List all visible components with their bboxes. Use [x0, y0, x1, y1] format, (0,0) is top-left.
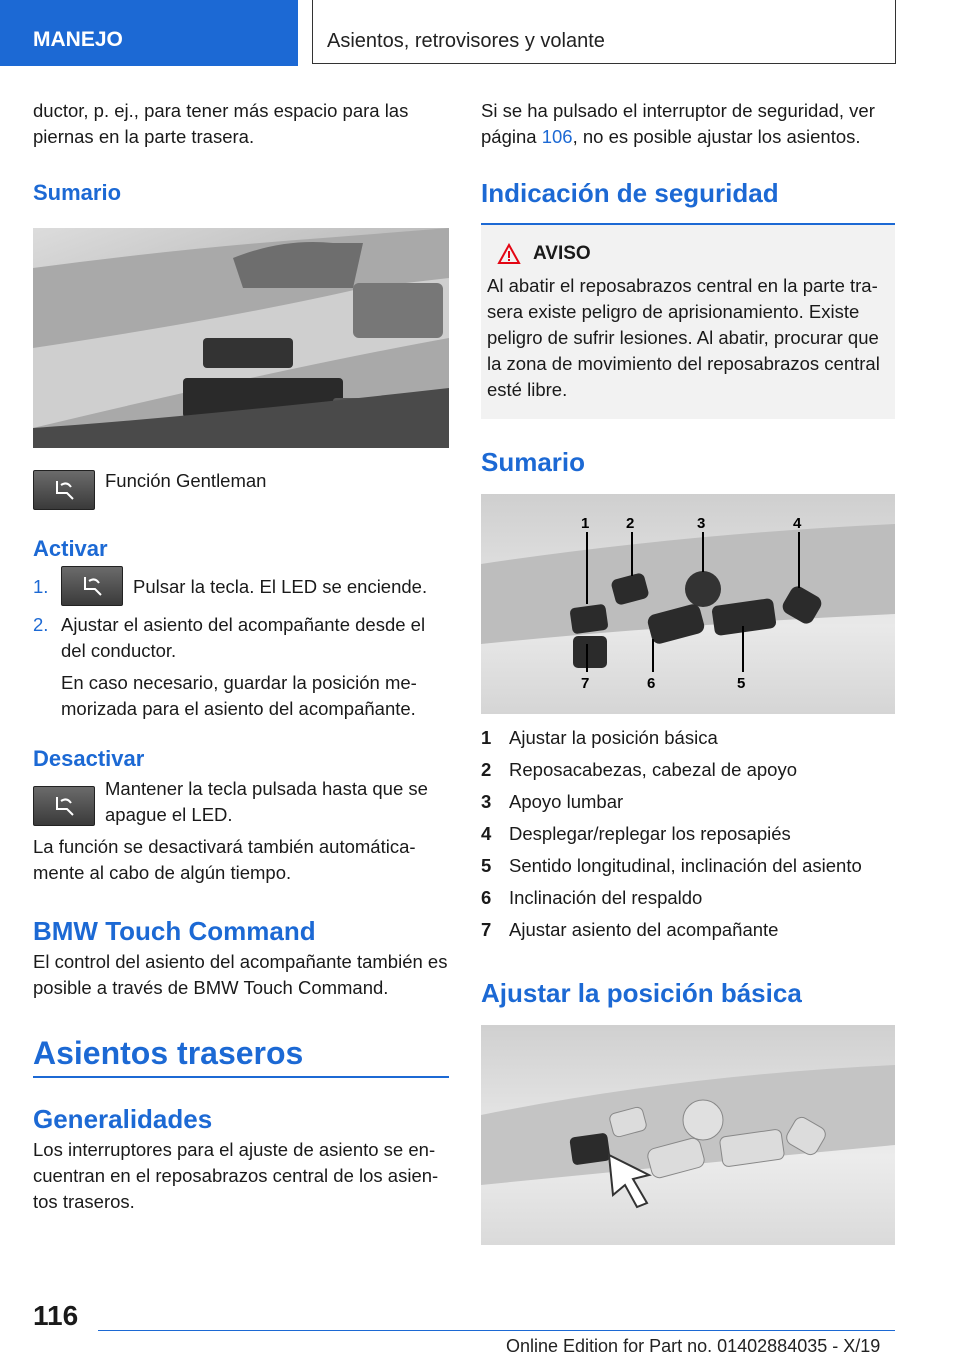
warning-label: AVISO	[533, 243, 591, 264]
seat-controls-photo	[481, 494, 895, 714]
step-2: 2. Ajustar el asiento del acompañante desde el del conductor.	[33, 614, 426, 661]
seat-controls-illustration	[481, 494, 895, 714]
callout-label: 7	[581, 675, 590, 692]
warning-header	[487, 243, 887, 265]
gentleman-row	[33, 468, 449, 510]
page-link[interactable]: 106	[541, 126, 573, 147]
callout-label: 1	[581, 515, 590, 532]
intro-text: ductor, p. ej., para tener más espacio para las piernas en la parte trasera.	[33, 100, 409, 147]
left-column	[33, 98, 449, 1215]
desactivar-note: La función se desactivará también automática‐mente al cabo de algún tiempo.	[33, 836, 416, 883]
page-number: 116	[33, 1300, 79, 1331]
legend-item: 7 Ajustar asiento del acompañante	[481, 919, 779, 940]
desactivar-heading: Desactivar	[33, 746, 145, 771]
page-header	[0, 0, 960, 66]
legend-item: 3 Apoyo lumbar	[481, 791, 624, 812]
legend-item: 2 Reposacabezas, cabezal de apoyo	[481, 759, 797, 780]
callout-label: 2	[626, 515, 635, 532]
legend-item: 4 Desplegar/replegar los reposapiés	[481, 823, 791, 844]
callout-label: 3	[697, 515, 706, 532]
desactivar-row	[33, 776, 449, 828]
rear-seats-heading: Asientos traseros	[33, 1035, 304, 1071]
callout-label: 6	[647, 675, 656, 692]
controls-legend	[481, 722, 895, 946]
gentleman-button-icon	[33, 786, 95, 826]
footer-rule	[98, 1330, 895, 1331]
right-column	[481, 98, 895, 1245]
chapter-title: Asientos, retrovisores y volante	[312, 0, 896, 64]
sumario-heading-left: Sumario	[33, 180, 122, 205]
warning-box	[481, 225, 895, 419]
legend-item: 6 Inclinación del respaldo	[481, 887, 703, 908]
callout-label: 5	[737, 675, 746, 692]
legend-item: 5 Sentido longitudinal, inclinación del asiento	[481, 855, 862, 876]
callout-label: 4	[793, 515, 802, 532]
gentleman-caption: Función Gentleman	[105, 470, 267, 491]
section-label: MANEJO	[0, 0, 298, 66]
activar-heading: Activar	[33, 536, 108, 561]
general-heading: Generalidades	[33, 1104, 213, 1134]
door-panel-photo	[33, 228, 449, 448]
basic-position-illustration	[481, 1025, 895, 1245]
general-text: Los interruptores para el ajuste de asiento se en‐cuentran en el reposabrazos central de los asien‐tos traseros.	[33, 1139, 439, 1212]
touch-command-heading: BMW Touch Command	[33, 916, 316, 946]
basic-position-heading: Ajustar la posición básica	[481, 978, 802, 1008]
safety-switch-text: Si se ha pulsado el interruptor de seguridad, ver página 106, no es posible ajustar los asientos.	[481, 100, 875, 147]
safety-heading: Indicación de seguridad	[481, 178, 779, 208]
touch-command-text: El control del asiento del acompañante también es posible a través de BMW Touch Command.	[33, 951, 448, 998]
basic-position-photo	[481, 1025, 895, 1245]
gentleman-button-icon	[33, 470, 95, 510]
warning-triangle-icon	[497, 243, 521, 265]
desactivar-text: Mantener la tecla pulsada hasta que se apague el LED.	[105, 778, 428, 825]
activar-steps	[33, 574, 449, 664]
section-rule	[33, 1076, 449, 1078]
warning-text: Al abatir el reposabrazos central en la parte tra‐sera existe peligro de aprisionamiento. Existe peligro de sufrir lesiones. Al abatir, procurar que la zona de movimiento del reposabrazos central esté libre.	[487, 275, 880, 400]
step2-note: En caso necesario, guardar la posición me‐morizada para el asiento del acompañante.	[61, 672, 417, 719]
gentleman-button-icon	[61, 566, 123, 606]
step-1: 1. Pulsar la tecla. El LED se enciende.	[33, 574, 449, 606]
footer-edition: Online Edition for Part no. 01402884035 - X/19	[506, 1336, 881, 1356]
sumario-heading-right: Sumario	[481, 447, 586, 477]
legend-item: 1 Ajustar la posición básica	[481, 727, 718, 748]
door-panel-illustration	[33, 228, 449, 448]
